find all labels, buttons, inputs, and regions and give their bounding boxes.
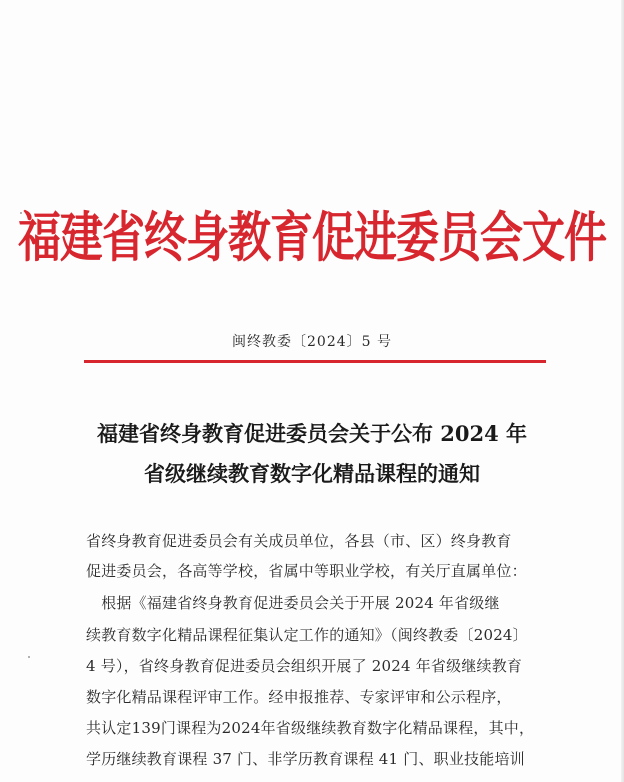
body-line-3: 根据《福建省终身教育促进委员会关于开展 2024 年省级继 <box>86 594 500 612</box>
body-line-4: 续教育数字化精品课程征集认定工作的通知》（闽终教委〔2024〕 <box>86 626 528 644</box>
notice-title-line-2: 省级继续教育数字化精品课程的通知 <box>144 461 480 486</box>
body-line-1: 省终身教育促进委员会有关成员单位，各县（市、区）终身教育 <box>86 532 512 550</box>
scan-speck <box>28 656 30 658</box>
document-number: 闽终教委〔2024〕5 号 <box>232 334 392 350</box>
body-line-7: 共认定139门课程为2024年省级继续教育数字化精品课程，其中， <box>86 719 535 737</box>
body-line-2: 促进委员会，各高等学校，省属中等职业学校，有关厅直属单位： <box>86 562 527 580</box>
issuer-title: 福建省终身教育促进委员会文件 <box>18 207 606 270</box>
body-line-8: 学历继续教育课程 37 门、非学历教育课程 41 门、职业技能培训 <box>86 750 525 768</box>
red-divider-line <box>84 360 546 363</box>
body-line-5: 4 号），省终身教育促进委员会组织开展了 2024 年省级继续教育 <box>86 657 523 675</box>
body-line-6: 数字化精品课程评审工作。经申报推荐、专家评审和公示程序， <box>86 688 512 706</box>
notice-title-line-1: 福建省终身教育促进委员会关于公布 2024 年 <box>96 421 528 446</box>
